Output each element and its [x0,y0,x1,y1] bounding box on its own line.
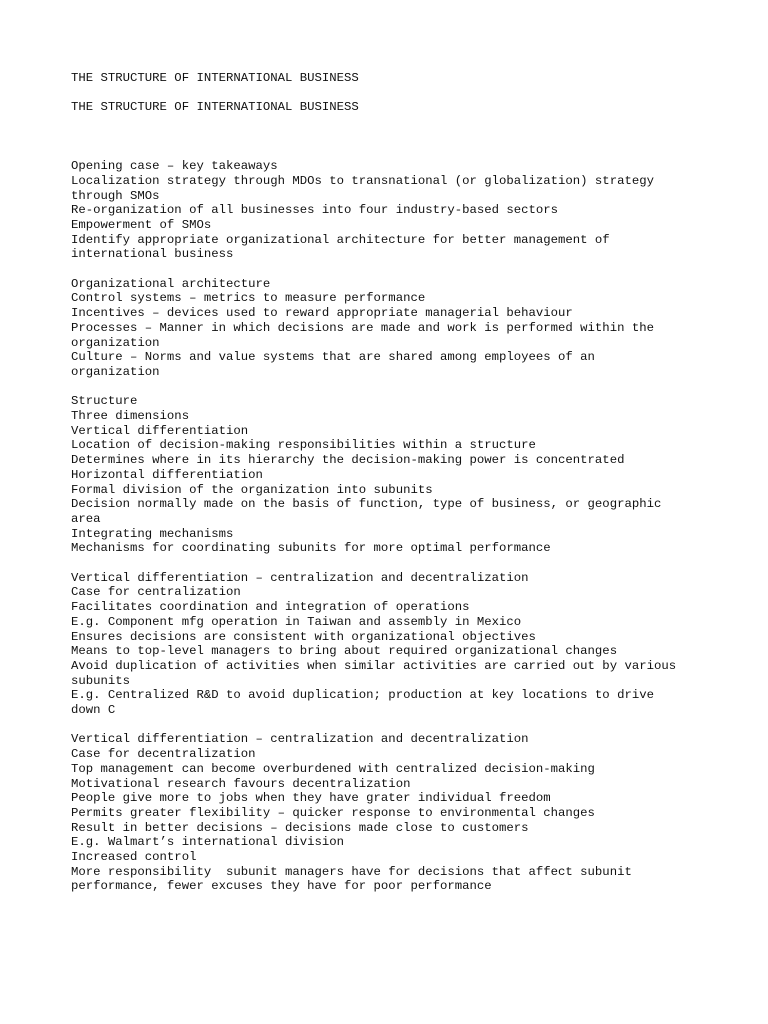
text-line: down C [71,703,116,718]
document-title-repeat: THE STRUCTURE OF INTERNATIONAL BUSINESS [71,100,359,115]
text-line: Formal division of the organization into subunits [71,482,433,497]
document-page [71,71,701,909]
section-heading: Vertical differentiation – centralization and decentralization [71,570,529,585]
text-line: People give more to jobs when they have grater individual freedom [71,791,551,806]
text-line: Means to top-level managers to bring about required organizational changes [71,644,618,659]
section-centralization [71,571,701,718]
text-line: Increased control [71,850,197,865]
text-line: Motivational research favours decentralization [71,776,411,791]
text-line: Result in better decisions – decisions made close to customers [71,820,529,835]
text-line: organization [71,364,160,379]
section-heading: Structure [71,394,138,409]
text-line: Top management can become overburdened with centralized decision-making [71,761,595,776]
text-line: Location of decision-making responsibilities within a structure [71,438,536,453]
text-line: Three dimensions [71,409,190,424]
text-line: Incentives – devices used to reward appropriate managerial behaviour [71,306,573,321]
text-line: E.g. Centralized R&D to avoid duplication; production at key locations to drive [71,688,654,703]
section-structure [71,394,701,556]
text-line: Localization strategy through MDOs to transnational (or globalization) strategy [71,173,654,188]
text-line: performance, fewer excuses they have for poor performance [71,879,492,894]
text-line: Mechanisms for coordinating subunits for more optimal performance [71,541,551,556]
text-line: Ensures decisions are consistent with organizational objectives [71,629,536,644]
text-line: Processes – Manner in which decisions are made and work is performed within the [71,320,654,335]
text-line: Identify appropriate organizational architecture for better management of [71,232,610,247]
text-line: Determines where in its hierarchy the decision-making power is concentrated [71,453,625,468]
section-heading: Vertical differentiation – centralization and decentralization [71,732,529,747]
text-line: organization [71,335,160,350]
text-line: Case for centralization [71,585,241,600]
text-line: international business [71,247,234,262]
text-line: Integrating mechanisms [71,526,234,541]
text-line: More responsibility subunit managers have for decisions that affect subunit [71,864,632,879]
text-line: Permits greater flexibility – quicker response to environmental changes [71,805,595,820]
document-title: THE STRUCTURE OF INTERNATIONAL BUSINESS [71,71,359,85]
text-line: E.g. Walmart’s international division [71,835,345,850]
section-heading: Organizational architecture [71,276,271,291]
text-line: E.g. Component mfg operation in Taiwan and assembly in Mexico [71,614,522,629]
text-line: Culture – Norms and value systems that are shared among employees of an [71,350,595,365]
text-line: Control systems – metrics to measure performance [71,291,426,306]
text-line: subunits [71,673,131,688]
text-line: Vertical differentiation [71,423,249,438]
section-heading: Opening case – key takeaways [71,159,278,174]
section-organizational-architecture [71,277,701,380]
text-line: Decision normally made on the basis of function, type of business, or geographic [71,497,662,512]
text-line: Avoid duplication of activities when similar activities are carried out by various [71,658,677,673]
text-line: through SMOs [71,188,160,203]
section-opening-case [71,159,701,262]
text-line: area [71,511,101,526]
text-line: Facilitates coordination and integration of operations [71,600,470,615]
text-line: Horizontal differentiation [71,467,263,482]
section-decentralization [71,732,701,894]
text-line: Re-organization of all businesses into four industry-based sectors [71,203,559,218]
text-line: Case for decentralization [71,747,256,762]
text-line: Empowerment of SMOs [71,217,212,232]
